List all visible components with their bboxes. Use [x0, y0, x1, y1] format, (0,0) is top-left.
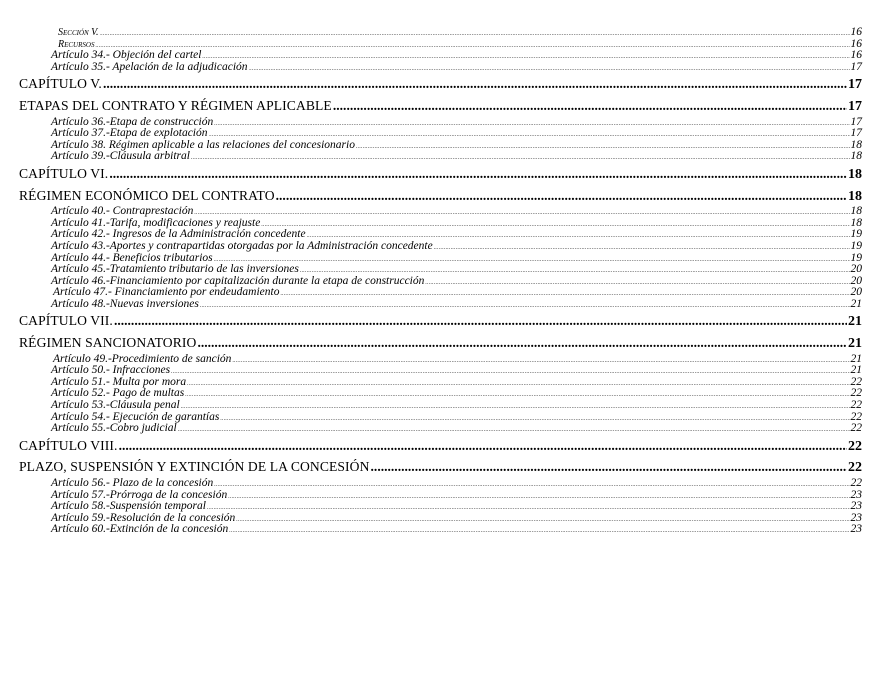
toc-page-number: 16: [850, 26, 862, 38]
toc-entry-title: Artículo 44.- Beneficios tributarios: [51, 251, 213, 264]
dot-leader: [109, 163, 847, 185]
toc-entry-title: Artículo 55.-Cobro judicial: [51, 422, 177, 435]
toc-page-number: 20: [850, 263, 862, 276]
dot-leader: [187, 379, 849, 391]
dot-leader: [229, 526, 849, 538]
dot-leader: [197, 332, 847, 354]
toc-page-number: 20: [850, 274, 862, 287]
toc-page-number: 22: [850, 387, 862, 400]
dot-leader: [194, 208, 849, 220]
dot-leader: [280, 289, 849, 301]
toc-entry-title: Artículo 48.-Nuevas inversiones: [51, 297, 199, 310]
toc-article-entry[interactable]: [19, 206, 862, 218]
toc-page-number: 22: [848, 460, 862, 476]
toc-page-number: 17: [850, 115, 862, 128]
toc-article-entry[interactable]: [19, 400, 862, 412]
toc-chapter-entry[interactable]: [19, 185, 862, 207]
toc-page-number: 20: [850, 286, 862, 299]
toc-page-number: 21: [850, 297, 862, 310]
toc-entry-title: Artículo 53.-Cláusula penal: [51, 399, 180, 412]
dot-leader: [214, 480, 849, 492]
toc-page-number: 17: [850, 60, 862, 73]
toc-page-number: 18: [850, 216, 862, 229]
toc-page-number: 16: [850, 37, 862, 50]
toc-entry-title: Artículo 39.-Cláusula arbitral: [51, 150, 190, 163]
dot-leader: [171, 367, 849, 379]
table-of-contents: [19, 27, 862, 536]
dot-leader: [114, 310, 847, 332]
dot-leader: [236, 515, 849, 527]
dot-leader: [261, 220, 849, 232]
dot-leader: [207, 503, 850, 515]
toc-page-number: 21: [848, 336, 862, 352]
toc-page-number: 22: [850, 375, 862, 388]
toc-entry-title: RÉGIMEN ECONÓMICO DEL CONTRATO: [19, 187, 275, 203]
toc-page-number: 23: [850, 488, 862, 501]
toc-page-number: 19: [850, 228, 862, 241]
toc-entry-title: Artículo 56.- Plazo de la concesión: [51, 477, 214, 489]
toc-article-entry[interactable]: [19, 27, 862, 39]
toc-page-number: 22: [850, 477, 862, 489]
toc-entry-title: Artículo 50.- Infracciones: [51, 364, 171, 377]
toc-article-entry[interactable]: [19, 264, 862, 276]
toc-page-number: 17: [848, 98, 862, 114]
dot-leader: [214, 255, 850, 267]
toc-entry-title: Artículo 35.- Apelación de la adjudicación: [51, 60, 248, 73]
toc-entry-title: Recursos: [58, 38, 95, 50]
toc-entry-title: Artículo 47.- Financiamiento por endeudamiento: [53, 286, 280, 299]
toc-entry-title: Artículo 40.- Contraprestación: [51, 205, 194, 218]
toc-chapter-entry[interactable]: [19, 435, 862, 457]
toc-chapter-entry[interactable]: [19, 310, 862, 332]
dot-leader: [185, 390, 849, 402]
toc-chapter-entry[interactable]: [19, 163, 862, 185]
toc-chapter-entry[interactable]: [19, 332, 862, 354]
toc-article-entry[interactable]: [19, 423, 862, 435]
toc-entry-title: Artículo 37.-Etapa de explotación: [51, 127, 208, 140]
toc-article-entry[interactable]: [19, 62, 862, 74]
toc-entry-title: Artículo 36.-Etapa de construcción: [51, 115, 214, 128]
toc-article-entry[interactable]: [19, 524, 862, 536]
dot-leader: [220, 414, 849, 426]
toc-entry-title: CAPÍTULO VI.: [19, 165, 109, 181]
dot-leader: [103, 73, 847, 95]
dot-leader: [371, 456, 847, 478]
dot-leader: [202, 52, 849, 64]
toc-entry-title: Artículo 49.-Procedimiento de sanción: [53, 352, 232, 365]
dot-leader: [214, 119, 849, 131]
toc-entry-title: CAPÍTULO VII.: [19, 313, 113, 329]
toc-page-number: 22: [850, 399, 862, 412]
toc-page-number: 22: [850, 422, 862, 435]
dot-leader: [95, 41, 849, 53]
toc-page-number: 18: [850, 205, 862, 218]
toc-entry-title: Artículo 58.-Suspensión temporal: [51, 500, 206, 513]
toc-page-number: 18: [848, 166, 862, 182]
toc-entry-title: RÉGIMEN SANCIONATORIO: [19, 335, 197, 351]
toc-page-number: 16: [850, 49, 862, 62]
dot-leader: [434, 243, 850, 255]
toc-page-number: 22: [850, 410, 862, 423]
toc-article-entry[interactable]: [19, 299, 862, 311]
toc-entry-title: Artículo 54.- Ejecución de garantías: [51, 410, 220, 423]
toc-entry-title: Artículo 41.-Tarifa, modificaciones y reajuste: [51, 216, 261, 229]
dot-leader: [276, 185, 847, 207]
toc-page-number: 22: [848, 438, 862, 454]
toc-entry-title: Artículo 52.- Pago de multas: [51, 387, 185, 400]
toc-entry-title: Artículo 34.- Objeción del cartel: [51, 49, 202, 62]
toc-entry-title: PLAZO, SUSPENSIÓN Y EXTINCIÓN DE LA CONCESIÓN: [19, 459, 370, 475]
toc-entry-title: ETAPAS DEL CONTRATO Y RÉGIMEN APLICABLE: [19, 97, 332, 113]
toc-chapter-entry[interactable]: [19, 95, 862, 117]
toc-entry-title: Artículo 46.-Financiamiento por capitalización durante la etapa de construcción: [51, 274, 425, 287]
toc-entry-title: Artículo 57.-Prórroga de la concesión: [51, 488, 228, 501]
toc-entry-title: Artículo 60.-Extinción de la concesión: [51, 523, 229, 536]
toc-article-entry[interactable]: [19, 241, 862, 253]
toc-page-number: 23: [850, 523, 862, 536]
toc-page-number: 17: [850, 127, 862, 140]
toc-entry-title: Sección V.: [58, 27, 99, 38]
toc-entry-title: Artículo 38. Régimen aplicable a las relaciones del concesionario: [51, 138, 355, 151]
toc-page-number: 18: [850, 150, 862, 163]
toc-page-number: 21: [848, 314, 862, 330]
toc-page-number: 21: [850, 364, 862, 377]
toc-page-number: 21: [850, 352, 862, 365]
toc-entry-title: Artículo 43.-Aportes y contrapartidas otorgadas por la Administración concedente: [51, 239, 433, 252]
toc-page-number: 17: [848, 77, 862, 93]
dot-leader: [181, 402, 850, 414]
toc-entry-title: Artículo 51.- Multa por mora: [51, 375, 187, 388]
toc-chapter-entry[interactable]: [19, 73, 862, 95]
toc-page-number: 18: [850, 138, 862, 151]
toc-article-entry[interactable]: [19, 151, 862, 163]
toc-entry-title: Artículo 45.-Tratamiento tributario de las inversiones: [51, 263, 299, 276]
toc-article-entry[interactable]: [19, 128, 862, 140]
dot-leader: [232, 356, 849, 368]
toc-article-entry[interactable]: [19, 478, 862, 490]
dot-leader: [119, 435, 847, 457]
toc-page-number: 18: [848, 188, 862, 204]
dot-leader: [356, 142, 850, 154]
dot-leader: [425, 278, 849, 290]
dot-leader: [333, 95, 847, 117]
toc-page-number: 19: [850, 239, 862, 252]
toc-entry-title: Artículo 59.-Resolución de la concesión: [51, 511, 236, 524]
toc-entry-title: Artículo 42.- Ingresos de la Administración concedente: [51, 228, 306, 241]
toc-chapter-entry[interactable]: [19, 456, 862, 478]
toc-entry-title: CAPÍTULO VIII.: [19, 437, 118, 453]
toc-page-number: 23: [850, 500, 862, 513]
dot-leader: [228, 492, 849, 504]
toc-page-number: 23: [850, 511, 862, 524]
toc-entry-title: CAPÍTULO V.: [19, 76, 102, 92]
toc-page-number: 19: [850, 251, 862, 264]
dot-leader: [100, 29, 850, 41]
